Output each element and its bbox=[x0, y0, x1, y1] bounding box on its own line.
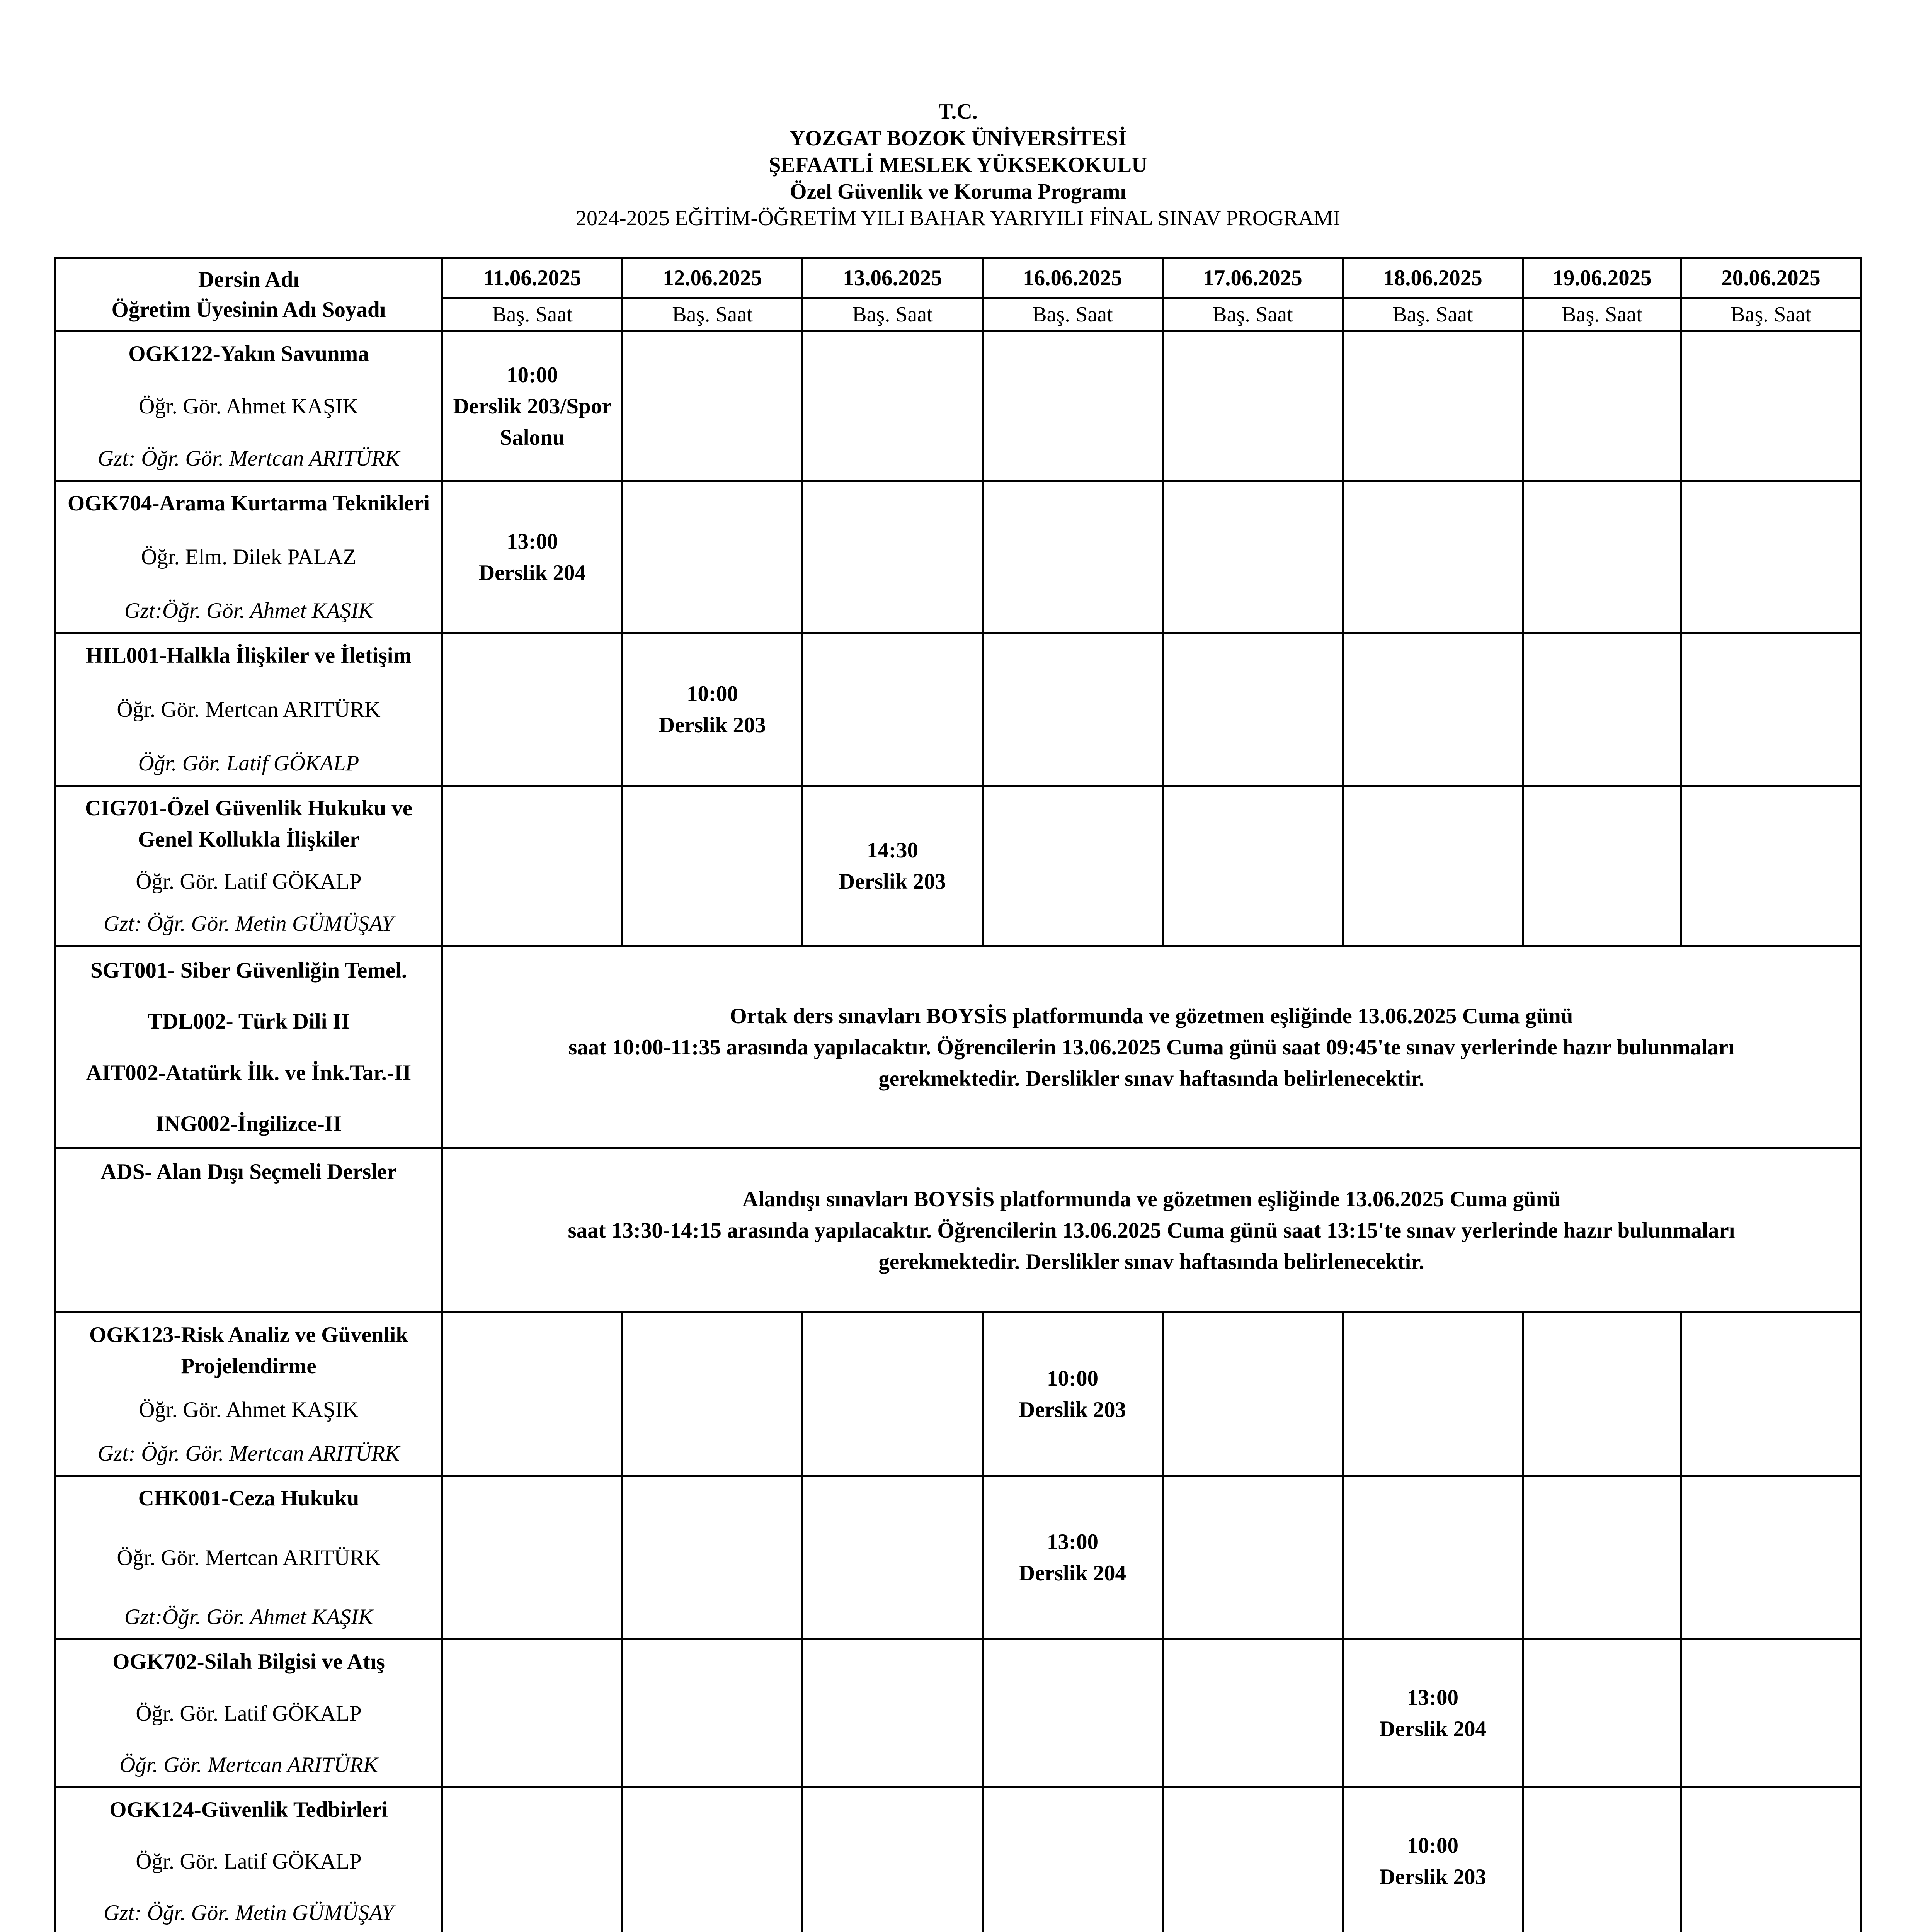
course-name: OGK704-Arama Kurtarma Teknikleri bbox=[67, 491, 430, 515]
course-name: OGK702-Silah Bilgisi ve Atış bbox=[112, 1650, 385, 1674]
course-row bbox=[55, 1476, 1861, 1639]
proctor-name: Gzt: Öğr. Gör. Mertcan ARITÜRK bbox=[97, 1441, 400, 1466]
course-header-line2: Öğretim Üyesinin Adı Soyadı bbox=[111, 297, 386, 322]
header-country: T.C. bbox=[938, 100, 978, 124]
exam-time: 10:00 bbox=[507, 362, 558, 387]
exam-note-line: saat 13:30-14:15 arasında yapılacaktır. Öğrencilerin 13.06.2025 Cuma günü saat 13:15'te sınav yerlerinde hazır bulunmaları bbox=[568, 1218, 1735, 1243]
exam-slot-cell bbox=[1343, 332, 1523, 481]
course-row bbox=[55, 786, 1861, 946]
course-row bbox=[55, 1787, 1861, 1932]
exam-slot-cell bbox=[1681, 1476, 1861, 1639]
exam-slot-cell bbox=[1343, 1787, 1523, 1932]
exam-slot-cell bbox=[1681, 786, 1861, 946]
common-course-name: ING002-İngilizce-II bbox=[155, 1111, 342, 1136]
exam-slot-cell bbox=[442, 1787, 623, 1932]
exam-slot-cell bbox=[1523, 1313, 1681, 1476]
course-info-cell bbox=[55, 1639, 442, 1787]
exam-slot-cell bbox=[1681, 1787, 1861, 1932]
exam-time: 10:00 bbox=[687, 682, 738, 706]
exam-slot-cell bbox=[442, 1476, 623, 1639]
exam-slot-cell bbox=[1163, 332, 1343, 481]
exam-room: Derslik 203 bbox=[1019, 1398, 1126, 1422]
exam-slot-cell bbox=[803, 1476, 983, 1639]
exam-slot-cell bbox=[1163, 481, 1343, 633]
start-time-label: Baş. Saat bbox=[623, 298, 803, 332]
course-name: OGK124-Güvenlik Tedbirleri bbox=[109, 1798, 388, 1822]
exam-note-line: saat 10:00-11:35 arasında yapılacaktır. Öğrencilerin 13.06.2025 Cuma günü saat 09:45'te sınav yerlerinde hazır bulunmaları bbox=[568, 1035, 1734, 1060]
exam-slot-cell bbox=[1523, 1476, 1681, 1639]
course-info-cell bbox=[55, 481, 442, 633]
exam-slot-cell bbox=[623, 786, 803, 946]
course-row bbox=[55, 633, 1861, 786]
exam-slot-cell bbox=[983, 1639, 1163, 1787]
schedule-body bbox=[55, 332, 1861, 1932]
course-info-cell bbox=[55, 1787, 442, 1932]
exam-slot-cell bbox=[1163, 1787, 1343, 1932]
elective-courses-row bbox=[55, 1148, 1861, 1313]
course-info-cell bbox=[55, 946, 442, 1148]
exam-slot-cell bbox=[442, 481, 623, 633]
course-row bbox=[55, 332, 1861, 481]
header-university: YOZGAT BOZOK ÜNİVERSİTESİ bbox=[789, 126, 1127, 150]
start-time-label: Baş. Saat bbox=[983, 298, 1163, 332]
exam-slot-cell bbox=[442, 1639, 623, 1787]
instructor-name: Öğr. Gör. Latif GÖKALP bbox=[136, 1701, 362, 1726]
exam-slot-cell bbox=[803, 332, 983, 481]
exam-room: Derslik 203 bbox=[1379, 1865, 1487, 1889]
date-header: 17.06.2025 bbox=[1163, 258, 1343, 298]
exam-note bbox=[442, 1148, 1861, 1313]
date-header: 11.06.2025 bbox=[442, 258, 623, 298]
exam-note-line: Ortak ders sınavları BOYSİS platformunda ve gözetmen eşliğinde 13.06.2025 Cuma günü bbox=[730, 1003, 1573, 1028]
exam-slot-cell bbox=[983, 1476, 1163, 1639]
proctor-name: Gzt:Öğr. Gör. Ahmet KAŞIK bbox=[124, 1605, 373, 1629]
instructor-name: Öğr. Gör. Latif GÖKALP bbox=[136, 869, 362, 894]
course-row bbox=[55, 1313, 1861, 1476]
exam-room: Derslik 203 bbox=[659, 713, 766, 737]
start-time-label: Baş. Saat bbox=[442, 298, 623, 332]
exam-time: 10:00 bbox=[1407, 1833, 1458, 1858]
exam-time: 14:30 bbox=[867, 838, 918, 862]
common-course-name: SGT001- Siber Güvenliğin Temel. bbox=[90, 958, 407, 983]
header-title: 2024-2025 EĞİTİM-ÖĞRETİM YILI BAHAR YARIYILI FİNAL SINAV PROGRAMI bbox=[575, 206, 1341, 230]
exam-slot-cell bbox=[1523, 786, 1681, 946]
date-header: 18.06.2025 bbox=[1343, 258, 1523, 298]
exam-slot-cell bbox=[1163, 1639, 1343, 1787]
exam-slot-cell bbox=[442, 633, 623, 786]
exam-slot-cell bbox=[442, 332, 623, 481]
exam-slot-cell bbox=[1681, 1639, 1861, 1787]
instructor-name: Öğr. Gör. Latif GÖKALP bbox=[136, 1849, 362, 1874]
document-header bbox=[0, 99, 1916, 232]
proctor-name: Öğr. Gör. Mertcan ARITÜRK bbox=[119, 1753, 378, 1777]
exam-slot-cell bbox=[442, 786, 623, 946]
exam-note-line: Alandışı sınavları BOYSİS platformunda ve gözetmen eşliğinde 13.06.2025 Cuma günü bbox=[742, 1187, 1561, 1211]
proctor-name: Öğr. Gör. Latif GÖKALP bbox=[138, 751, 359, 776]
date-header: 12.06.2025 bbox=[623, 258, 803, 298]
exam-slot-cell bbox=[623, 1476, 803, 1639]
exam-slot-cell bbox=[1343, 481, 1523, 633]
course-name: ADS- Alan Dışı Seçmeli Dersler bbox=[100, 1160, 397, 1184]
exam-slot-cell bbox=[1681, 1313, 1861, 1476]
exam-slot-cell bbox=[983, 332, 1163, 481]
course-info-cell bbox=[55, 786, 442, 946]
start-time-label: Baş. Saat bbox=[1163, 298, 1343, 332]
instructor-name: Öğr. Gör. Mertcan ARITÜRK bbox=[117, 697, 381, 722]
instructor-name: Öğr. Gör. Ahmet KAŞIK bbox=[139, 1398, 359, 1422]
exam-time: 13:00 bbox=[1407, 1685, 1458, 1710]
exam-time: 13:00 bbox=[1047, 1530, 1098, 1554]
common-course-name: AIT002-Atatürk İlk. ve İnk.Tar.-II bbox=[86, 1060, 412, 1085]
exam-room: Derslik 204 bbox=[478, 560, 586, 585]
course-info-cell bbox=[55, 332, 442, 481]
instructor-name: Öğr. Elm. Dilek PALAZ bbox=[141, 545, 356, 569]
exam-slot-cell bbox=[1523, 481, 1681, 633]
exam-slot-cell bbox=[983, 786, 1163, 946]
exam-slot-cell bbox=[803, 786, 983, 946]
course-header-line1: Dersin Adı bbox=[198, 267, 299, 292]
start-time-label: Baş. Saat bbox=[803, 298, 983, 332]
exam-slot-cell bbox=[983, 481, 1163, 633]
exam-slot-cell bbox=[1163, 1476, 1343, 1639]
exam-note-line: gerekmektedir. Derslikler sınav haftasında belirlenecektir. bbox=[878, 1066, 1424, 1091]
exam-slot-cell bbox=[1523, 633, 1681, 786]
course-name: HIL001-Halkla İlişkiler ve İletişim bbox=[86, 643, 412, 668]
exam-slot-cell bbox=[983, 633, 1163, 786]
exam-slot-cell bbox=[1343, 1476, 1523, 1639]
exam-time: 10:00 bbox=[1047, 1366, 1098, 1391]
course-name: CHK001-Ceza Hukuku bbox=[138, 1486, 359, 1510]
exam-slot-cell bbox=[1163, 786, 1343, 946]
start-time-label: Baş. Saat bbox=[1343, 298, 1523, 332]
exam-slot-cell bbox=[803, 1313, 983, 1476]
exam-slot-cell bbox=[623, 481, 803, 633]
proctor-name: Gzt:Öğr. Gör. Ahmet KAŞIK bbox=[124, 599, 373, 623]
exam-slot-cell bbox=[803, 1787, 983, 1932]
exam-slot-cell bbox=[442, 1313, 623, 1476]
course-column-header bbox=[55, 258, 442, 332]
instructor-name: Öğr. Gör. Ahmet KAŞIK bbox=[139, 394, 359, 418]
exam-note bbox=[442, 946, 1861, 1148]
course-row bbox=[55, 481, 1861, 633]
exam-slot-cell bbox=[1523, 332, 1681, 481]
exam-slot-cell bbox=[1163, 1313, 1343, 1476]
exam-slot-cell bbox=[1681, 633, 1861, 786]
date-header: 20.06.2025 bbox=[1681, 258, 1861, 298]
course-info-cell bbox=[55, 1476, 442, 1639]
date-header: 13.06.2025 bbox=[803, 258, 983, 298]
exam-slot-cell bbox=[1343, 1313, 1523, 1476]
exam-slot-cell bbox=[623, 633, 803, 786]
course-name: OGK123-Risk Analiz ve Güvenlik Projelendirme bbox=[89, 1323, 408, 1378]
exam-slot-cell bbox=[1343, 786, 1523, 946]
exam-note-line: gerekmektedir. Derslikler sınav haftasında belirlenecektir. bbox=[878, 1249, 1424, 1274]
exam-room: Derslik 203/Spor Salonu bbox=[453, 394, 612, 450]
start-time-label: Baş. Saat bbox=[1681, 298, 1861, 332]
start-time-label: Baş. Saat bbox=[1523, 298, 1681, 332]
date-header: 16.06.2025 bbox=[983, 258, 1163, 298]
exam-slot-cell bbox=[983, 1313, 1163, 1476]
common-courses-row bbox=[55, 946, 1861, 1148]
exam-slot-cell bbox=[1343, 1639, 1523, 1787]
common-course-name: TDL002- Türk Dili II bbox=[147, 1009, 350, 1034]
exam-slot-cell bbox=[623, 332, 803, 481]
course-name: OGK122-Yakın Savunma bbox=[128, 342, 369, 366]
exam-slot-cell bbox=[1163, 633, 1343, 786]
exam-room: Derslik 203 bbox=[839, 869, 946, 894]
proctor-name: Gzt: Öğr. Gör. Mertcan ARITÜRK bbox=[97, 446, 400, 471]
exam-slot-cell bbox=[1523, 1639, 1681, 1787]
date-header: 19.06.2025 bbox=[1523, 258, 1681, 298]
exam-slot-cell bbox=[1523, 1787, 1681, 1932]
course-name: CIG701-Özel Güvenlik Hukuku ve Genel Kollukla İlişkiler bbox=[85, 796, 413, 852]
header-school: ŞEFAATLİ MESLEK YÜKSEKOKULU bbox=[769, 153, 1147, 177]
proctor-name: Gzt: Öğr. Gör. Metin GÜMÜŞAY bbox=[104, 912, 394, 936]
course-info-cell bbox=[55, 1148, 442, 1313]
exam-slot-cell bbox=[983, 1787, 1163, 1932]
exam-slot-cell bbox=[1681, 332, 1861, 481]
exam-slot-cell bbox=[623, 1313, 803, 1476]
exam-schedule-table bbox=[54, 257, 1862, 1932]
exam-slot-cell bbox=[803, 1639, 983, 1787]
instructor-name: Öğr. Gör. Mertcan ARITÜRK bbox=[117, 1545, 381, 1570]
exam-room: Derslik 204 bbox=[1019, 1561, 1126, 1585]
exam-room: Derslik 204 bbox=[1379, 1717, 1487, 1741]
exam-slot-cell bbox=[803, 481, 983, 633]
exam-slot-cell bbox=[1343, 633, 1523, 786]
course-info-cell bbox=[55, 1313, 442, 1476]
course-row bbox=[55, 1639, 1861, 1787]
exam-time: 13:00 bbox=[507, 529, 558, 554]
proctor-name: Gzt: Öğr. Gör. Metin GÜMÜŞAY bbox=[104, 1901, 394, 1925]
exam-slot-cell bbox=[623, 1787, 803, 1932]
header-program: Özel Güvenlik ve Koruma Programı bbox=[790, 180, 1126, 204]
exam-slot-cell bbox=[623, 1639, 803, 1787]
exam-slot-cell bbox=[803, 633, 983, 786]
exam-slot-cell bbox=[1681, 481, 1861, 633]
course-info-cell bbox=[55, 633, 442, 786]
